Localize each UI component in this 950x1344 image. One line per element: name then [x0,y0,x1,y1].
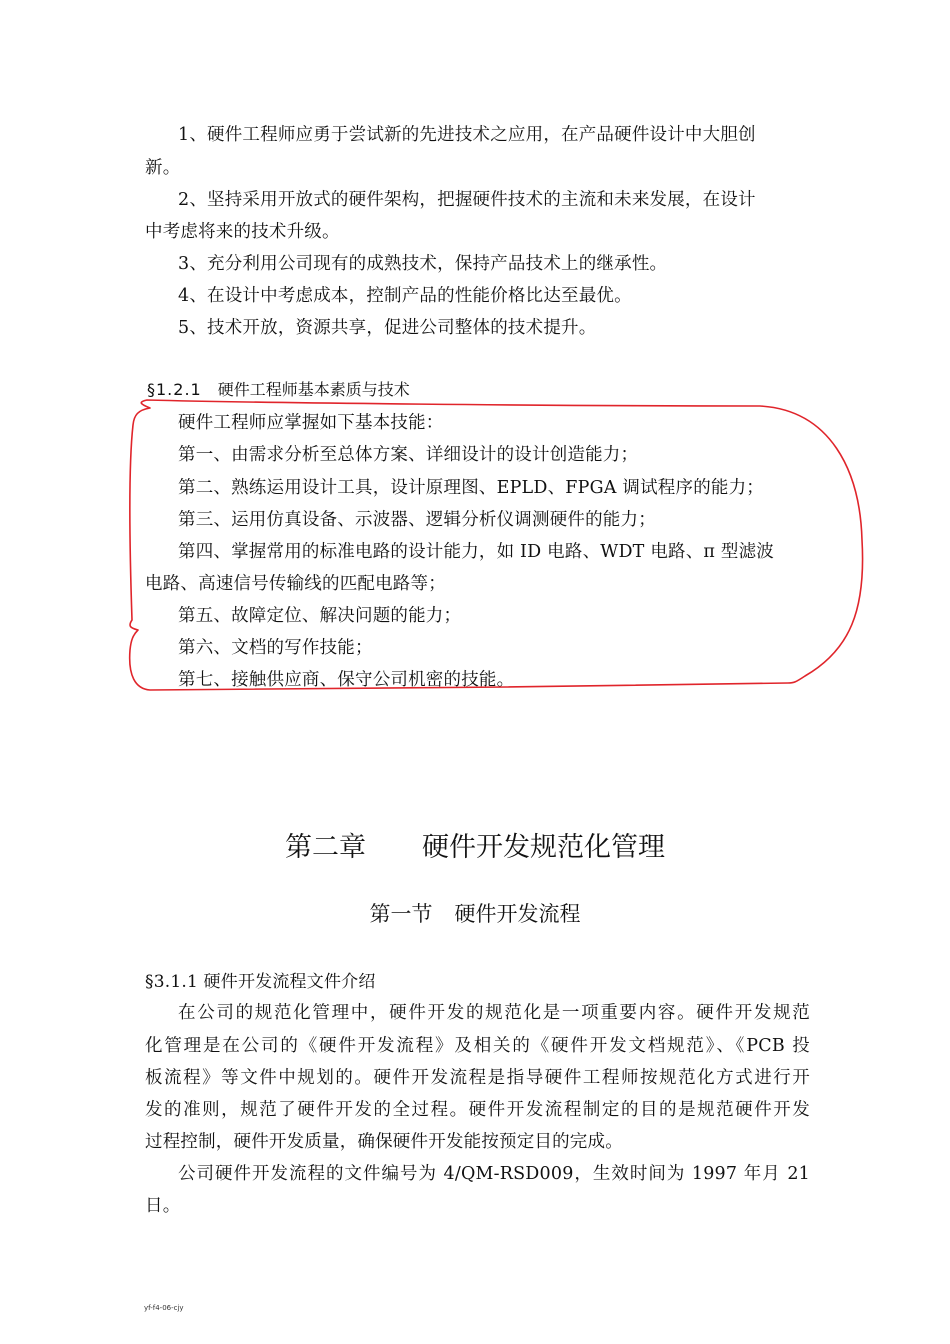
section-number: 第一节 [369,902,433,926]
skill-4-line-2: 电路、高速信号传输线的匹配电路等； [145,574,446,594]
principle-1-line-2: 新。 [145,158,181,178]
section-121-number: §1.2.1 [147,380,202,399]
section-311-para-1-line-5: 过程控制，硬件开发质量，确保硬件开发能按预定目的完成。 [145,1132,623,1152]
principle-3: 3、充分利用公司现有的成熟技术，保持产品技术上的继承性。 [178,254,668,274]
skills-intro: 硬件工程师应掌握如下基本技能： [178,413,444,433]
skill-3: 第三、运用仿真设备、示波器、逻辑分析仪调测硬件的能力； [178,510,656,530]
skill-2: 第二、熟练运用设计工具，设计原理图、EPLD、FPGA 调试程序的能力； [178,478,764,498]
principle-5: 5、技术开放，资源共享，促进公司整体的技术提升。 [178,318,597,338]
section-121-heading [147,379,410,401]
section-311-para-1-line-3: 板流程》等文件中规划的。硬件开发流程是指导硬件工程师按规范化方式进行开 [145,1068,810,1088]
skill-5: 第五、故障定位、解决问题的能力； [178,606,462,626]
chapter-heading [0,830,950,866]
skill-4-line-1: 第四、掌握常用的标准电路的设计能力，如 ID 电路、WDT 电路、π 型滤波 [178,542,774,562]
principle-2-line-2: 中考虑将来的技术升级。 [145,222,340,242]
section-311-para-2-line-1: 公司硬件开发流程的文件编号为 4/QM-RSD009，生效时间为 1997 年月 21 [178,1164,810,1184]
section-121-title: 硬件工程师基本素质与技术 [217,380,410,399]
chapter-title: 硬件开发规范化管理 [422,832,665,863]
skill-1: 第一、由需求分析至总体方案、详细设计的设计创造能力； [178,445,639,465]
principle-4: 4、在设计中考虑成本，控制产品的性能价格比达至最优。 [178,286,632,306]
skill-7: 第七、接触供应商、保守公司机密的技能。 [178,670,515,690]
skill-6: 第六、文档的写作技能； [178,638,373,658]
section-311-heading: §3.1.1 硬件开发流程文件介绍 [145,972,376,992]
chapter-number: 第二章 [285,832,366,863]
principle-1-line-1: 1、硬件工程师应勇于尝试新的先进技术之应用，在产品硬件设计中大胆创 [178,125,756,145]
section-311-para-1-line-2: 化管理是在公司的《硬件开发流程》及相关的《硬件开发文档规范》、《PCB 投 [145,1036,810,1056]
document-footer-code: yf-f4-06-cjy [144,1304,184,1312]
principle-2-line-1: 2、坚持采用开放式的硬件架构，把握硬件技术的主流和未来发展，在设计 [178,190,756,210]
section-311-para-1-line-4: 发的准则，规范了硬件开发的全过程。硬件开发流程制定的目的是规范硬件开发 [145,1100,810,1120]
section-311-para-2-line-2: 日。 [145,1196,181,1216]
section-heading [0,900,950,928]
section-title: 硬件开发流程 [454,902,581,926]
section-311-para-1-line-1: 在公司的规范化管理中，硬件开发的规范化是一项重要内容。硬件开发规范 [178,1003,810,1023]
